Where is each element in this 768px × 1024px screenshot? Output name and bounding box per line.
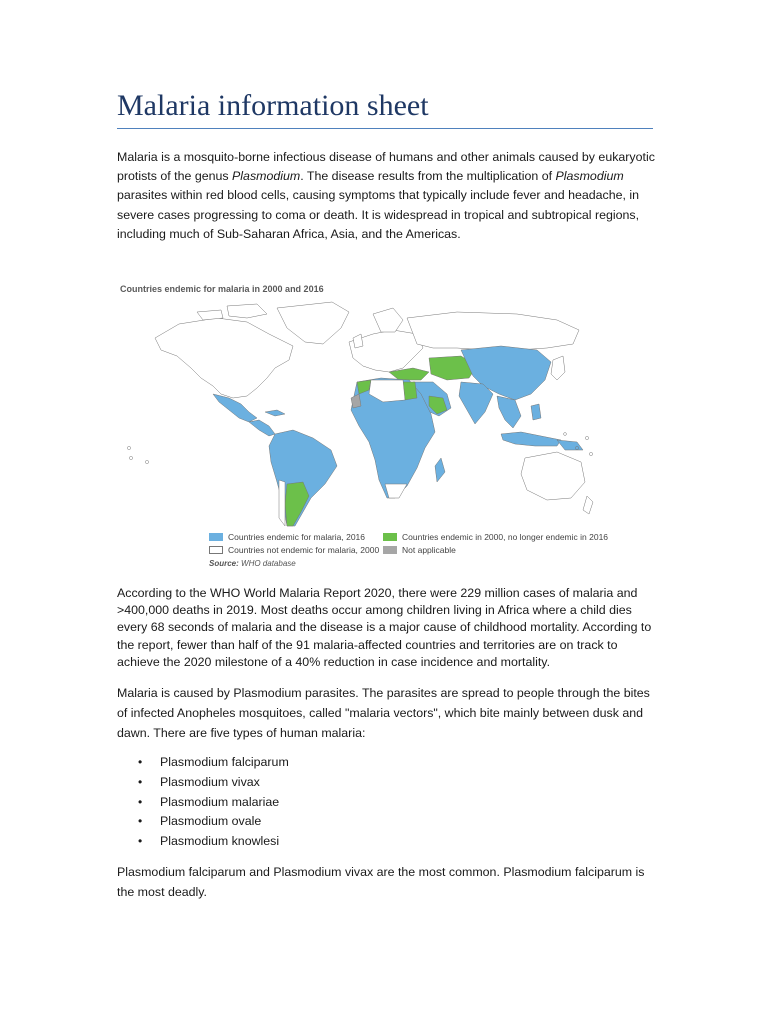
list-item: • Plasmodium falciparum (138, 753, 289, 773)
island-dot (145, 460, 148, 463)
closing-paragraph: Plasmodium falciparum and Plasmodium vivax are the most common. Plasmodium falciparum is the most deadly. (117, 865, 645, 899)
caribbean-shape (265, 410, 285, 416)
island-dot (127, 446, 130, 449)
papua-shape (557, 440, 583, 450)
intro-genus-2: Plasmodium (555, 169, 624, 184)
chile-shape (279, 480, 285, 526)
legend-label: Countries endemic in 2000, no longer endemic in 2016 (402, 532, 609, 542)
russia-shape (407, 312, 579, 350)
malaria-types-list (138, 753, 289, 852)
statistics-paragraph: According to the WHO World Malaria Report 2020, there were 229 million cases of malaria and >400,000 deaths in 2019. Most deaths occur among children living in Africa where a child dies every 68 seconds of malaria and the disease is a major cause of childhood mortality. According to the report, fewer than half of the 91 malaria-affected countries and territories are on track to achieve the 2020 milestone of a 40% reduction in case incidence and mortality. (117, 586, 652, 669)
island-dot (585, 436, 588, 439)
intro-paragraph (117, 148, 657, 244)
legend-swatch (383, 533, 397, 541)
world-map (117, 298, 597, 528)
arctic-islands-shape (227, 304, 267, 318)
intro-text-2: . The disease results from the multiplication of (300, 169, 556, 184)
egypt-shape (403, 382, 417, 400)
legend-swatch (383, 546, 397, 554)
island-dot (575, 446, 578, 449)
legend-swatch (209, 533, 223, 541)
legend-item-not-applicable (383, 545, 456, 555)
australia-shape (521, 452, 585, 500)
list-item: • Plasmodium ovale (138, 812, 289, 832)
legend-item-endemic-2016 (209, 532, 365, 542)
source-label: Source: (209, 559, 239, 568)
document-title: Malaria information sheet (117, 89, 429, 122)
map-title: Countries endemic for malaria in 2000 and 2016 (120, 284, 324, 294)
island-dot (589, 452, 592, 455)
scandinavia-shape (373, 308, 403, 332)
intro-text-3: parasites within red blood cells, causing symptoms that typically include fever and headache, in severe cases progressing to coma or death. It is widespread in tropical and subtropical regions, including much of Sub-Saharan Africa, Asia, and the Americas. (117, 188, 640, 241)
new-zealand-shape (583, 496, 593, 514)
legend-item-not-endemic (209, 545, 379, 555)
list-item: • Plasmodium malariae (138, 793, 289, 813)
uk-shape (353, 334, 363, 348)
island-dot (564, 433, 567, 436)
map-legend (117, 532, 609, 572)
legend-label: Countries endemic for malaria, 2016 (228, 532, 366, 542)
list-item: • Plasmodium vivax (138, 773, 289, 793)
mexico-shape (213, 394, 257, 422)
intro-genus-1: Plasmodium (232, 169, 301, 184)
map-source (209, 559, 296, 568)
arctic-islands-shape-2 (197, 310, 223, 320)
title-underline (117, 128, 653, 129)
malaria-map-figure (117, 284, 609, 574)
philippines-shape (531, 404, 541, 420)
legend-label: Countries not endemic for malaria, 2000 (228, 545, 380, 555)
legend-item-eliminated (383, 532, 608, 542)
western-sahara-shape (351, 394, 361, 408)
central-america-shape (249, 420, 275, 436)
south-africa-shape (385, 484, 407, 498)
north-america-shape (155, 318, 293, 398)
cause-paragraph: Malaria is caused by Plasmodium parasites. The parasites are spread to people through the bites of infected Anopheles mosquitoes, called "malaria vectors", which bite mainly between dusk and dawn. There are five types of human malaria: (117, 686, 650, 740)
list-item: • Plasmodium knowlesi (138, 832, 289, 852)
legend-label: Not applicable (402, 545, 456, 555)
intro-text-1: Malaria is a mosquito-borne infectious disease of humans and other animals caused by eukaryotic protists of the genus (117, 150, 655, 184)
greenland-shape (277, 302, 349, 344)
legend-swatch (209, 546, 223, 554)
source-text: WHO database (241, 559, 296, 568)
island-dot (129, 456, 132, 459)
indonesia-shape (501, 432, 561, 446)
southeast-asia-shape (497, 396, 521, 428)
madagascar-shape (435, 458, 445, 482)
japan-shape (551, 356, 565, 380)
